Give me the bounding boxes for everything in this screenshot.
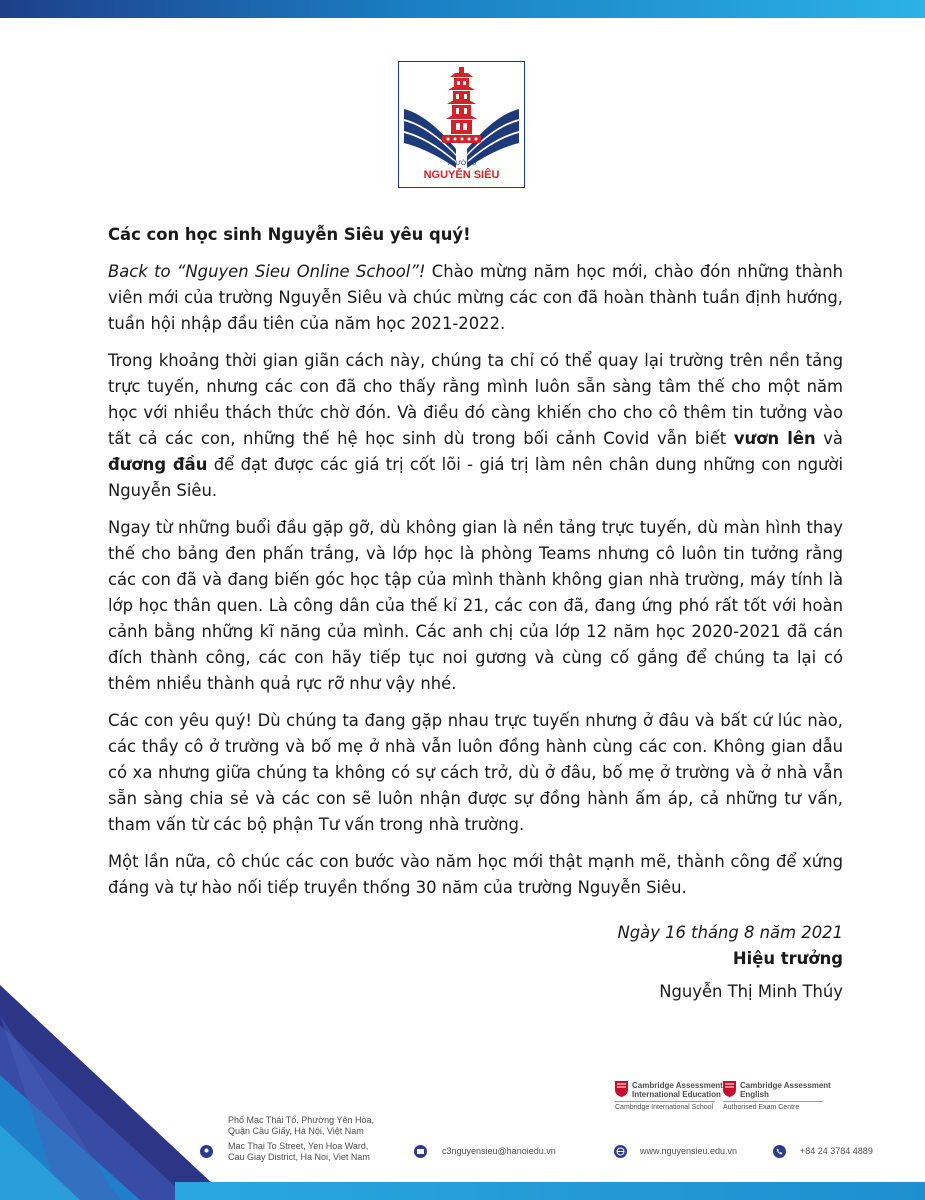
welcome-phrase: Back to “Nguyen Sieu Online School”! <box>108 262 426 281</box>
website-link[interactable]: www.nguyensieu.edu.vn <box>640 1146 738 1156</box>
email-icon <box>414 1145 427 1158</box>
paragraph-2: Trong khoảng thời gian giãn cách này, chúng ta chỉ có thể quay lại trường trên nền tảng trực tuyến, nhưng các con đã cho thấy rằng mình luôn sẵn sàng tâm thế cho một năm học với nhiều thách thức chờ đón. Và điều đó càng khiến cho cho cô thêm tin tưởng vào tất cả các con, những thế hệ học sinh dù trong bối cảnh Covid vẫn biết vươn lên và đương đầu để đạt được các giá trị cốt lõi - giá trị làm nên chân dung những con người Nguyễn Siêu. <box>108 351 844 500</box>
school-logo <box>398 61 525 188</box>
phone-icon <box>773 1145 786 1158</box>
paragraph-4: Các con yêu quý! Dù chúng ta đang gặp nhau trực tuyến nhưng ở đâu và bất cứ lúc nào, các thầy cô ở trường và bố mẹ ở nhà vẫn luôn đồng hành cùng các con. Không gian dẫu có xa nhưng giữa chúng ta không có sự cách trở, dù ở đâu, bố mẹ ở trường và ở nhà vẫn sẵn sàng chia sẻ và các con sẽ luôn nhận được sự đồng hành ấm áp, cả những tư vấn, tham vấn từ các bộ phận Tư vấn trong nhà trường. <box>108 711 843 834</box>
address-english: Mac Thai To Street, Yen Hoa Ward, Cau Giay District, Ha Noi, Viet Nam <box>228 1141 370 1162</box>
letter-greeting: Các con học sinh Nguyễn Siêu yêu quý! <box>108 225 471 244</box>
highlight-rise-up: vươn lên <box>733 429 816 448</box>
location-pin-icon <box>200 1145 213 1158</box>
top-accent-bar <box>0 0 925 18</box>
phone-number[interactable]: +84 24 3784 4889 <box>800 1146 873 1156</box>
globe-icon <box>614 1145 627 1158</box>
address-vietnamese: Phố Mạc Thái Tổ, Phường Yên Hòa, Quận Cầu Giấy, Hà Nội, Việt Nam <box>228 1115 375 1136</box>
cambridge-shield-icon <box>615 1081 628 1097</box>
paragraph-1: Back to “Nguyen Sieu Online School”! Chào mừng năm học mới, chào đón những thành viên mới của trường Nguyễn Siêu và chúc mừng các con đã hoàn thành tuần định hướng, tuần hội nhập đầu tiên của năm học 2021-2022. <box>108 262 843 333</box>
signature-title: Hiệu trưởng <box>732 949 843 968</box>
highlight-face-up: đương đầu <box>108 455 208 474</box>
signature-date: Ngày 16 tháng 8 năm 2021 <box>617 923 843 942</box>
paragraph-3: Ngay từ những buổi đầu gặp gỡ, dù không gian là nền tảng trực tuyến, dù màn hình thay thế cho bảng đen phấn trắng, và lớp học là phòng Teams nhưng cô luôn tin tưởng rằng các con đã và đang biến góc học tập của mình thành không gian nhà trường, máy tính là lớp học thân quen. Là công dân của thế kỉ 21, các con đã, đang ứng phó rất tốt với hoàn cảnh bằng những kĩ năng của mình. Các anh chị của lớp 12 năm học 2020-2021 đã cán đích thành công, các con hãy tiếp tục noi gương và cùng cố gắng để chúng ta lại có thêm nhiều thành quả rực rỡ như vậy nhé. <box>108 518 843 693</box>
signature-name: Nguyễn Thị Minh Thúy <box>659 982 843 1001</box>
cambridge-shield-icon <box>723 1081 736 1097</box>
logo-caption-name: NGUYỄN SIÊU <box>423 169 500 181</box>
bottom-accent-bar <box>175 1182 925 1200</box>
paragraph-5: Một lần nữa, cô chúc các con bước vào năm học mới thật mạnh mẽ, thành công để xứng đáng và tự hào nối tiếp truyền thống 30 năm của trường Nguyễn Siêu. <box>108 852 843 897</box>
letter-body <box>108 222 843 1005</box>
email-address[interactable]: c3nguyensieu@hanoiedu.vn <box>442 1146 556 1156</box>
logo-caption-small: TRƯỜNG <box>446 160 477 167</box>
corner-decoration <box>0 985 260 1200</box>
